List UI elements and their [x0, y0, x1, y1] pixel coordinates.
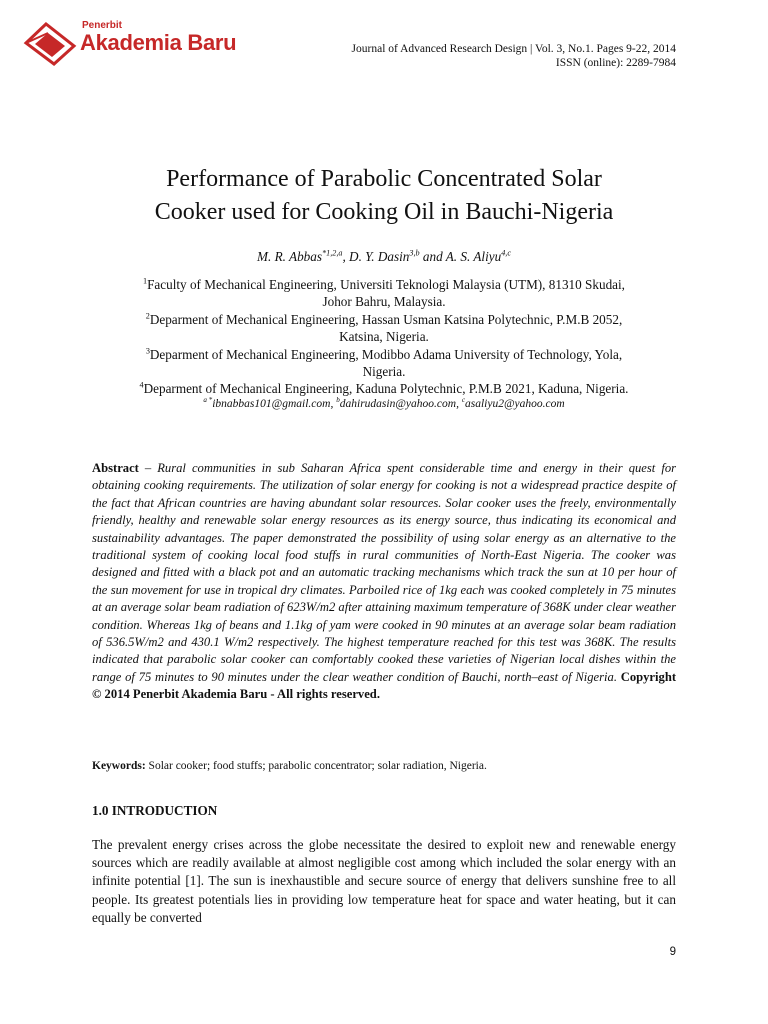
copyright-notice: Copyright © 2014 Penerbit Akademia Baru - All rights reserved.: [92, 669, 677, 702]
affiliation-line: Deparment of Mechanical Engineering, Modibbo Adama University of Technology, Yola,: [149, 346, 623, 362]
journal-line: Journal of Advanced Research Design | Vol. 3, No.1. Pages 9-22, 2014: [351, 43, 676, 55]
email-address[interactable]: ibnabbas101@gmail.com,: [212, 398, 337, 410]
author-name: D. Y. Dasin: [349, 249, 410, 264]
affiliation-line: Faculty of Mechanical Engineering, Universiti Teknologi Malaysia (UTM), 81310 Skudai,: [147, 277, 625, 292]
affiliation-cont: Katsina, Nigeria.: [339, 329, 429, 345]
issn-line: ISSN (online): 2289-7984: [555, 57, 676, 69]
author-separator: and: [419, 249, 446, 264]
akademia-baru-logo-mark: [22, 20, 78, 66]
affiliation-line: Deparment of Mechanical Engineering, Hassan Usman Katsina Polytechnic, P.M.B 2052,: [149, 311, 623, 327]
email-sup: b: [336, 396, 340, 405]
affiliation: [92, 311, 676, 328]
title-line-2: Cooker used for Cooking Oil in Bauchi-Nigeria: [154, 199, 614, 225]
affiliation-line: Deparment of Mechanical Engineering, Kaduna Polytechnic, P.M.B 2021, Kaduna, Nigeria.: [143, 381, 629, 397]
author-name: M. R. Abbas: [257, 249, 323, 264]
author-sup: 3,b: [409, 248, 420, 258]
page-number: 9: [669, 946, 676, 958]
author-name: A. S. Aliyu: [445, 249, 502, 264]
author-emails: [0, 398, 768, 410]
email-address[interactable]: asaliyu2@yahoo.com: [465, 398, 565, 410]
author-list: [0, 249, 768, 265]
keywords-label: Keywords:: [92, 760, 146, 772]
publisher-name: Akademia Baru: [80, 30, 237, 55]
email-sup: c: [461, 396, 465, 405]
affiliation: [92, 380, 676, 397]
publisher-logo: [22, 16, 237, 70]
paper-title: [0, 163, 768, 229]
affiliation: [92, 276, 676, 293]
abstract-label: Abstract: [92, 461, 139, 475]
journal-meta: [352, 42, 676, 70]
affiliation-cont: Johor Bahru, Malaysia.: [322, 294, 446, 310]
affiliation-sup: 3: [145, 346, 150, 356]
author-sup: 4,c: [501, 248, 511, 258]
abstract-text: Rural communities in sub Saharan Africa spent considerable time and energy in their quest for obtaining cooking requirements. The utilization of solar energy for cooking is not a widespread practice despite of the fact that African countries are having abundant solar resources. Solar cooker uses the freely, environmentally friendly, healthy and renewable solar energy resources as its energy source, thus indicating its economical and sustainability advantages. The paper demonstrated the possibility of using solar energy as an alternative to the traditional system of cooking local food stuffs in rural communities of North-East Nigeria. The cooker was designed and fitted with a black pot and an automatic tracking mechanisms which track the sun at 10 per hour of the sun movement for use in tropical dry climates. Parboiled rice of 1kg each was cooked completely in 75 minutes at an average solar beam radiation of 623W/m2 after attaining maximum temperature of 368K under clear weather condition. Whereas 1kg of beans and 1.1kg of yam were cooked in 90 minutes at an average solar beam radiation of 536.5W/m2 and 430.1 W/m2 respectively. The highest temperature reached for this test was 368K. The results indicated that parabolic solar cooker can comfortably cooked these varieties of Nigerian local dishes within the range of 75 minutes to 90 minutes under the clear weather condition of Bauchi, north–east of Nigeria.: [92, 461, 677, 684]
affiliation-cont: Nigeria.: [362, 364, 406, 380]
author-sup: *1,2,a: [322, 248, 343, 258]
intro-paragraph: The prevalent energy crises across the globe necessitate the desired to exploit new and renewable energy sources which are readily available at almost negligible cost among which included the solar energy with an infinite potential [1]. The sun is inexhaustible and secure source of energy that delivers sunshine free to all people. Its greatest potentials lies in providing low temperature heat for space and water heating, but it can equally be converted: [92, 837, 676, 925]
affiliation: [92, 346, 676, 363]
abstract-dash: –: [138, 461, 158, 475]
email-sup: a *: [203, 396, 213, 405]
publisher-small-label: Penerbit: [82, 20, 123, 31]
title-line-1: Performance of Parabolic Concentrated Solar: [166, 166, 602, 192]
email-address[interactable]: dahirudasin@yahoo.com,: [339, 398, 462, 410]
affiliation-sup: 4: [139, 381, 144, 391]
author-separator: ,: [342, 249, 350, 264]
abstract: [92, 460, 676, 704]
affiliation-sup: 2: [145, 311, 150, 321]
affiliation-sup: 1: [143, 276, 148, 286]
keywords-text: Solar cooker; food stuffs; parabolic concentrator; solar radiation, Nigeria.: [145, 760, 487, 772]
affiliations: [92, 276, 676, 398]
keywords: [92, 760, 676, 772]
section-heading: 1.0 INTRODUCTION: [92, 803, 218, 818]
